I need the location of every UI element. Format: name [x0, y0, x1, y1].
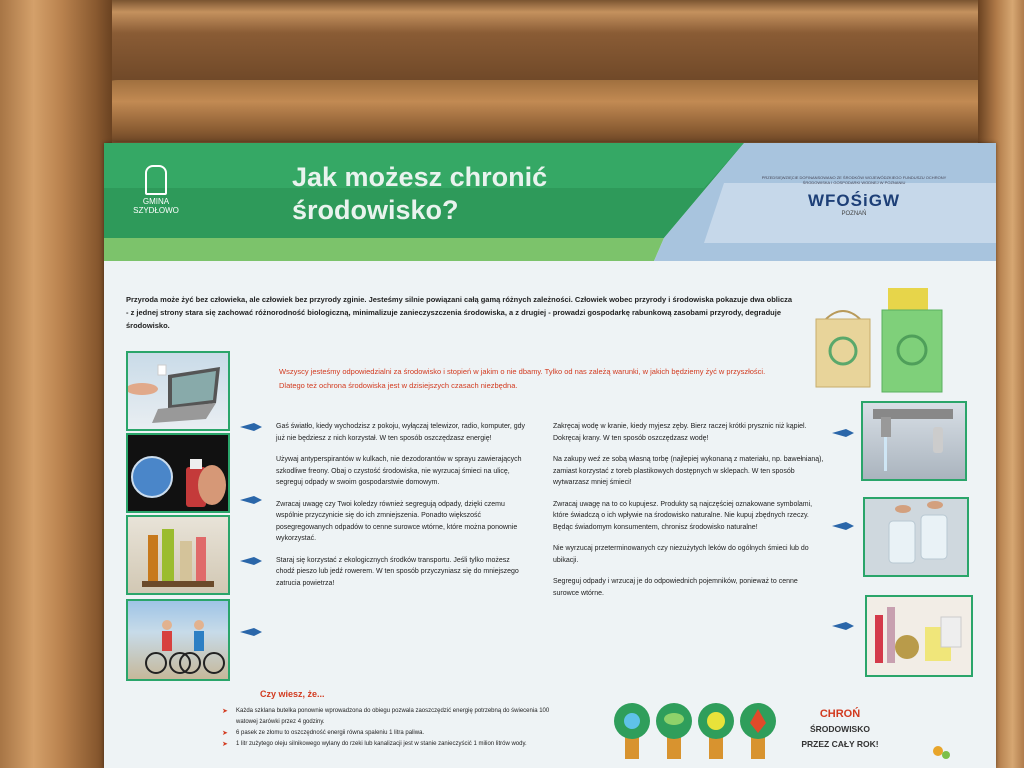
wooden-beam [90, 80, 1005, 142]
title-line-1: Jak możesz chronić [292, 162, 548, 192]
board-banner [104, 143, 996, 261]
laptop-light-switch-photo [126, 351, 230, 431]
tip-paragraph: Zakręcaj wodę w kranie, kiedy myjesz zęby. Bierz raczej krótki prysznic niż kąpiel. Dokręcaj krany. W ten sposób oszczędzasz wodę! [553, 423, 807, 442]
slogan-line-1: CHROŃ [819, 708, 861, 720]
title-line-2: środowisko? [292, 195, 459, 225]
cyclists-photo [126, 599, 230, 681]
wooden-post-left [0, 0, 112, 768]
arrow-icon [240, 495, 262, 505]
tip-paragraph: Staraj się korzystać z ekologicznych środków transportu. Jeśli tylko możesz chodź pieszo lub jedź rowerem. W ten sposób przyczyniasz się do mniejszego zatrucia powietrza! [276, 556, 519, 587]
tree-icon [738, 699, 778, 761]
tip-paragraph: Na zakupy weź ze sobą własną torbę (najlepiej wykonaną z materiału, np. bawełnianą), zamiast korzystać z toreb plastikowych dostępnych w sklepach. W ten sposób wytwarzasz mniej śmieci! [553, 456, 824, 486]
flower-logo-icon [930, 743, 954, 763]
coat-of-arms-icon [145, 165, 167, 195]
paper-bag-recycle-icon [812, 303, 874, 389]
tree-icon [654, 699, 694, 761]
tip-paragraph: Segreguj odpady i wrzucaj je do odpowiednich pojemników, ponieważ to cenne surowce wtórne. [553, 578, 798, 597]
spray-can-earth-photo [126, 433, 230, 513]
bicycle-icon [128, 601, 228, 679]
sponsor-fine-print: PRZEDSIĘWZIĘCIE DOFINANSOWANO ZE ŚRODKÓW WOJEWÓDZKIEGO FUNDUSZU OCHRONY ŚRODOWISKA I GOSPODARKI WODNEJ W POZNANIU [761, 175, 947, 185]
fact-item: ➤ 1 litr zużytego oleju silnikowego wylany do rzeki lub kanalizacji jest w stanie zanieczyścić 1 milion litrów wody. [222, 739, 572, 750]
arrow-icon [832, 428, 854, 438]
board-title [292, 161, 547, 227]
responsibility-statement: Wszyscy jesteśmy odpowiedzialni za środowisko i stopień w jakim o nie dbamy. Tylko od nas zależą warunki, w jakich będziemy żyć w przyszłości. Dlatego też ochrona środowiska jest w dzisiejszych czasach niezbędna. [279, 367, 766, 390]
sponsor-logo: WFOŚiGW [808, 191, 900, 210]
tip-paragraph: Używaj antyperspirantów w kulkach, nie dezodorantów w sprayu zawierających szkodliwe freony. Obaj o czystość środowiska, nie wyrzucaj śmieci na ulicę, segreguj odpady w swoim gospodarstwie domowym. [276, 456, 522, 486]
tips-left-column [276, 421, 528, 599]
cosmetics-icon [867, 597, 971, 675]
laptop-icon [128, 353, 228, 429]
tip-paragraph: Gaś światło, kiedy wychodzisz z pokoju, wyłączaj telewizor, radio, komputer, gdy już nie będziesz z nich korzystał. W ten sposób oszczędzasz energię! [276, 423, 525, 442]
cloth-bags-photo [863, 497, 969, 577]
water-tap-photo [861, 401, 967, 481]
tip-paragraph: Nie wyrzucaj przeterminowanych czy niezużytych leków do ogólnych śmieci lub do ubikacji. [553, 545, 809, 564]
green-bag-recycle-icon [876, 288, 948, 394]
did-you-know-heading: Czy wiesz, że... [260, 689, 325, 699]
tip-paragraph: Zwracaj uwagę czy Twoi koledzy również segregują odpady, dzięki czemu wspólnie przyczynicie się do ich zmniejszenia. Ponadto większość posegregowanych odpadów to cenne surowce wtórne, które można ponownie wykorzystać. [276, 500, 518, 542]
arrow-icon [832, 521, 854, 531]
tree-icon [612, 699, 652, 761]
slogan-line-3: PRZEZ CAŁY ROK! [801, 739, 879, 749]
consumer-products-photo [865, 595, 973, 677]
fact-item: ➤ 6 pasek ze złomu to oszczędność energii równa spaleniu 1 litra paliwa. [222, 728, 572, 739]
arrow-icon [240, 627, 262, 637]
arrow-icon [832, 621, 854, 631]
slogan-line-2: ŚRODOWISKO [810, 724, 870, 734]
information-board [104, 143, 996, 768]
did-you-know-box [222, 689, 572, 750]
municipality-name: GMINA SZYDŁOWO [133, 197, 179, 215]
municipality-logo [126, 165, 186, 215]
tip-paragraph: Zwracaj uwagę na to co kupujesz. Produkty są najczęściej oznakowane symbolami, które świadczą o ich wpływie na środowisko naturalne. Nie kupuj zbędnych rzeczy. Będąc świadomym konsumentem, chronisz środowisko naturalne! [553, 500, 813, 531]
shopping-bag-icon [865, 499, 967, 575]
campaign-slogan [780, 707, 900, 752]
arrow-icon [240, 556, 262, 566]
fact-item: ➤ Każda szklana butelka ponownie wprowadzona do obiegu pozwala zaoszczędzić energię potrzebną do świecenia 100 watowej żarówki przez 4 godziny. [222, 706, 572, 728]
tips-right-column [553, 421, 825, 609]
faucet-icon [863, 403, 965, 479]
intro-paragraph: Przyroda może żyć bez człowieka, ale człowiek bez przyrody zginie. Jesteśmy silnie powiązani całą gamą różnych zależności. Człowiek wobec przyrody i środowiska pokazuje dwa oblicza - z jednej strony stara się zachować różnorodność biologiczną, minimalizuje zanieczyszczenia środowiska, a z drugiej - prowadzi gospodarkę rabunkową zasobami przyrody, degraduje środowisko. [126, 295, 793, 330]
tree-icon [696, 699, 736, 761]
recyclable-bottles-photo [126, 515, 230, 595]
arrow-icon [240, 422, 262, 432]
spray-can-icon [128, 435, 228, 511]
sponsor-city: POZNAŃ [841, 211, 867, 217]
wooden-frame-top [0, 0, 1024, 150]
bottles-icon [128, 517, 228, 593]
sponsor-block [759, 175, 949, 217]
